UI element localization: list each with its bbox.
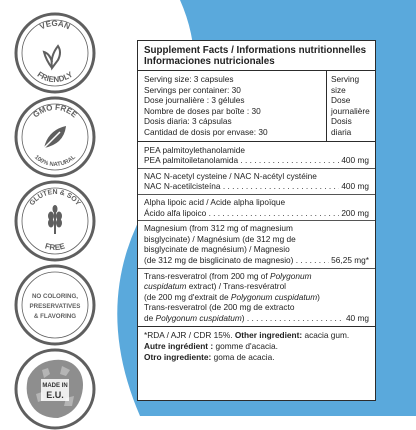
ingredients-list bbox=[138, 142, 375, 328]
ingredient-pea bbox=[144, 145, 369, 166]
other-ingredient-value: acacia gum. bbox=[302, 330, 350, 341]
autre-ingredient-label: Autre ingrédient : bbox=[144, 341, 214, 352]
no-additives-badge bbox=[14, 264, 96, 346]
vegan-badge bbox=[14, 12, 96, 94]
ingredient-amount: 40 mg bbox=[345, 312, 369, 323]
serving-header-line: diaria bbox=[331, 126, 352, 137]
ingredient-name: cuspidatum extract) / Trans-resvératrol bbox=[144, 281, 287, 292]
otro-ingredient-value: goma de acacia. bbox=[211, 351, 275, 362]
badge-top-text: GLUTEN & SOY bbox=[28, 188, 82, 208]
ingredient-name: PEA palmitoylethanolamide bbox=[144, 144, 246, 155]
serving-header-line: journalière bbox=[331, 105, 370, 116]
supplement-facts-panel bbox=[137, 40, 376, 401]
badge-top-text: GMO FREE bbox=[31, 102, 79, 120]
footer-line-1 bbox=[144, 330, 369, 341]
ingredient-name: NAC N-acetilcisteína bbox=[144, 181, 221, 192]
ingredient-amount: 400 mg bbox=[341, 181, 369, 192]
panel-footer bbox=[138, 327, 375, 365]
serving-line: Nombre de doses par boîte : 30 bbox=[144, 105, 261, 116]
serving-header-line: Dose bbox=[331, 95, 351, 106]
row-divider bbox=[138, 220, 375, 221]
ingredient-name: Trans-resveratrol (from 200 mg of Polygonum bbox=[144, 270, 312, 281]
ingredient-name: Alpha lipoic acid / Acide alpha lipoïque bbox=[144, 196, 286, 207]
badge-line-1: NO COLORING, bbox=[31, 293, 79, 300]
badge-top-text: MADE IN bbox=[42, 383, 68, 389]
ingredient-name: bisglycinate) / Magnésium (de 312 mg de bbox=[144, 233, 296, 244]
ingredient-magnesium bbox=[144, 223, 369, 265]
serving-header-line: Dosis bbox=[331, 116, 352, 127]
row-divider bbox=[138, 168, 375, 169]
badge-bottom-text: E.U. bbox=[46, 390, 64, 400]
serving-line: Serving size: 3 capsules bbox=[144, 74, 234, 84]
badge-bottom-text: 100% NATURAL bbox=[33, 154, 77, 169]
ingredient-resveratrol: Trans-resveratrol (from 200 mg of Polygonum cuspidatum extract) / Trans-resvératrol (de 200 mg d'extrait de Polygonum cuspidatum) Trans-resveratrol (de 200 mg de extracto de Polygonum cuspidatum) . . . 40 mg bbox=[144, 271, 369, 324]
serving-line: Servings per container: 30 bbox=[144, 84, 241, 95]
serving-details bbox=[138, 71, 326, 141]
ingredient-name: Trans-resveratrol (de 200 mg de extracto bbox=[144, 302, 295, 313]
row-divider bbox=[138, 194, 375, 195]
ingredient-name: Magnesium (from 312 mg of magnesium bbox=[144, 223, 293, 234]
serving-line: Dosis diaria: 3 cápsulas bbox=[144, 116, 232, 127]
made-in-eu-badge bbox=[14, 348, 96, 430]
ingredient-name: NAC N-acetyl cysteine / NAC N-acétyl cystéine bbox=[144, 170, 317, 181]
other-ingredient-label: Other ingredient: bbox=[234, 330, 303, 341]
panel-title bbox=[138, 41, 375, 71]
serving-header-line: Serving bbox=[331, 74, 360, 84]
panel-title-line-1: Supplement Facts / Informations nutritionnelles bbox=[144, 45, 367, 56]
badge-line-2: PRESERVATIVES bbox=[29, 303, 81, 310]
serving-line: Dose journalière : 3 gélules bbox=[144, 95, 245, 106]
ingredient-nac bbox=[144, 171, 369, 192]
footer-line-2 bbox=[144, 341, 369, 352]
badge-column bbox=[14, 8, 98, 408]
autre-ingredient-value: gomme d'acacia. bbox=[213, 341, 278, 352]
gmo-free-badge bbox=[14, 96, 96, 178]
ingredient-amount: 56,25 mg* bbox=[331, 254, 369, 265]
ingredient-name: Ácido alfa lipoico bbox=[144, 207, 207, 218]
serving-line: Cantidad de dosis por envase: 30 bbox=[144, 126, 268, 137]
row-divider bbox=[138, 268, 375, 269]
otro-ingredient-label: Otro ingrediente: bbox=[144, 351, 212, 362]
serving-info bbox=[138, 71, 375, 142]
gluten-soy-free-badge bbox=[14, 180, 96, 262]
badge-line-3: & FLAVORING bbox=[33, 313, 77, 320]
serving-column-header bbox=[326, 71, 375, 141]
ingredient-name: PEA palmitoiletanolamida bbox=[144, 155, 239, 166]
serving-header-line: size bbox=[331, 84, 346, 95]
ingredient-name: bisglycinate de magnésium) / Magnesio bbox=[144, 244, 290, 255]
badge-top-text: VEGAN bbox=[38, 18, 72, 32]
ingredient-amount: 400 mg bbox=[341, 155, 369, 166]
badge-bottom-text: FREE bbox=[43, 241, 66, 253]
rda-note: *RDA / AJR / CDR 15%. bbox=[144, 330, 233, 341]
ingredient-name: (de 200 mg d'extrait de Polygonum cuspidatum) bbox=[144, 291, 320, 302]
badge-bottom-text: FRIENDLY bbox=[35, 69, 75, 85]
footer-line-3 bbox=[144, 352, 369, 363]
ingredient-ala bbox=[144, 197, 369, 218]
panel-title-line-2: Informaciones nutricionales bbox=[144, 56, 275, 67]
ingredient-name: (de 312 mg de bisglicinato de magnesio) bbox=[144, 254, 294, 265]
ingredient-amount: 200 mg bbox=[341, 207, 369, 218]
